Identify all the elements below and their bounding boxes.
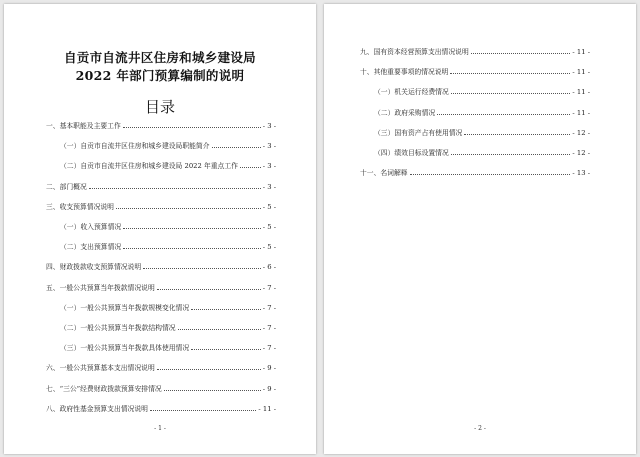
toc-entry-title: （二）自贡市自流井区住房和城乡建设局 2022 年重点工作 (60, 162, 238, 171)
toc-entry-title: 五、一般公共预算当年拨款情况说明 (46, 283, 155, 292)
toc-entry[interactable] (60, 303, 276, 312)
toc-dot-leader (437, 108, 570, 115)
toc-entry-page: - 9 - (262, 384, 276, 393)
document-page-1 (4, 4, 316, 454)
toc-entry-page: - 5 - (262, 243, 276, 252)
toc-entry[interactable] (46, 404, 276, 413)
document-page-2 (324, 4, 636, 454)
toc-entry-page: - 7 - (262, 324, 276, 332)
toc-entry-page: - 12 - (572, 149, 590, 157)
toc-entry-page: - 3 - (262, 142, 276, 151)
toc-entry[interactable] (60, 222, 276, 231)
toc-entry-page: - 11 - (258, 404, 276, 413)
toc-dot-leader (464, 128, 570, 135)
toc-dot-leader (451, 87, 571, 94)
toc-dot-leader (240, 161, 261, 168)
toc-entry-title: 二、部门概况 (46, 182, 87, 191)
toc-entry[interactable] (374, 108, 590, 117)
toc-entry-title: （二）支出预算情况 (60, 243, 122, 252)
toc-entry-title: 六、一般公共预算基本支出情况说明 (46, 364, 155, 373)
toc-entry-page: - 11 - (572, 88, 590, 97)
page-number: - 1 - (154, 425, 166, 432)
toc-entry[interactable] (374, 87, 590, 96)
toc-entry-title: （一）自贡市自流井区住房和城乡建设局职能简介 (60, 142, 210, 151)
toc-entry[interactable] (46, 121, 276, 130)
toc-entry-page: - 11 - (572, 108, 590, 117)
toc-entry-title: 四、财政拨款收支预算情况说明 (46, 263, 142, 272)
toc-entry-title: （二）一般公共预算当年拨款结构情况 (60, 324, 176, 332)
toc-entry-page: - 3 - (262, 122, 276, 130)
toc-dot-leader (178, 323, 261, 330)
toc-entry-title: 八、政府性基金预算支出情况说明 (46, 404, 148, 413)
toc-entry-title: （一）机关运行经费情况 (374, 88, 449, 97)
toc-dot-leader (212, 141, 261, 148)
toc-entry-page: - 11 - (572, 48, 590, 56)
toc-entry[interactable] (60, 343, 276, 352)
toc-dot-leader (410, 168, 571, 175)
page-number: - 2 - (474, 425, 486, 432)
toc-entry-title: 七、“三公”经费财政拨款预算安排情况 (46, 384, 162, 393)
toc-entry[interactable] (360, 47, 590, 56)
toc-entry[interactable] (374, 128, 590, 137)
toc-entry-page: - 9 - (262, 364, 276, 373)
toc-entry[interactable] (60, 141, 276, 150)
toc-entry-title: 十、其他重要事项的情况说明 (360, 68, 449, 77)
toc-entry-title: （二）政府采购情况 (374, 108, 436, 117)
toc-entry[interactable] (46, 384, 276, 393)
toc-entry-title: （三）一般公共预算当年拨款具体使用情况 (60, 344, 190, 353)
toc-entry[interactable] (46, 202, 276, 211)
toc-entry-title: 九、国有资本经营预算支出情况说明 (360, 48, 469, 56)
toc-entry-page: - 7 - (262, 344, 276, 353)
document-title-line-1: 自贡市自流井区住房和城乡建设局 (63, 50, 256, 65)
document-title-line-2: 2022 年部门预算编制的说明 (75, 68, 245, 83)
toc-entry[interactable] (60, 242, 276, 251)
toc-entry-title: （一）收入预算情况 (60, 223, 122, 231)
toc-entry-title: 三、收支预算情况说明 (46, 202, 114, 211)
toc-dot-leader (123, 242, 261, 249)
toc-entry-title: （四）绩效目标设置情况 (374, 149, 449, 157)
toc-dot-leader (123, 222, 261, 229)
toc-entry-page: - 12 - (572, 128, 590, 137)
toc-dot-leader (89, 182, 261, 189)
toc-dot-leader (157, 363, 261, 370)
toc-dot-leader (451, 148, 571, 155)
toc-entry[interactable] (374, 148, 590, 157)
toc-dot-leader (116, 202, 261, 209)
toc-dot-leader (150, 404, 256, 411)
toc-entry[interactable] (46, 363, 276, 372)
toc-entry-page: - 6 - (262, 263, 276, 272)
toc-entry-page: - 3 - (262, 182, 276, 191)
toc-entry-page: - 11 - (572, 68, 590, 77)
toc-entry[interactable] (46, 182, 276, 191)
toc-heading: 目录 (144, 98, 175, 116)
toc-entry-page: - 5 - (262, 202, 276, 211)
toc-entry[interactable] (360, 168, 590, 177)
toc-dot-leader (471, 47, 571, 54)
toc-entry[interactable] (60, 161, 276, 170)
toc-entry-page: - 3 - (262, 162, 276, 171)
toc-dot-leader (123, 121, 261, 128)
toc-entry-title: （三）国有资产占有使用情况 (374, 128, 463, 137)
toc-entry-page: - 7 - (262, 303, 276, 312)
toc-dot-leader (157, 283, 261, 290)
toc-entry-page: - 7 - (262, 283, 276, 292)
toc-entry-title: 一、基本职能及主要工作 (46, 122, 121, 130)
toc-dot-leader (191, 303, 261, 310)
toc-entry[interactable] (46, 262, 276, 271)
toc-entry[interactable] (60, 323, 276, 332)
toc-entry[interactable] (46, 283, 276, 292)
toc-dot-leader (191, 343, 261, 350)
toc-dot-leader (450, 67, 570, 74)
toc-dot-leader (143, 262, 261, 269)
toc-dot-leader (164, 384, 261, 391)
toc-entry-title: （一）一般公共预算当年拨款规模变化情况 (60, 303, 190, 312)
toc-entry[interactable] (360, 67, 590, 76)
toc-entry-page: - 5 - (262, 223, 276, 231)
toc-entry-page: - 13 - (572, 169, 590, 178)
toc-entry-title: 十一、名词解释 (360, 169, 408, 178)
